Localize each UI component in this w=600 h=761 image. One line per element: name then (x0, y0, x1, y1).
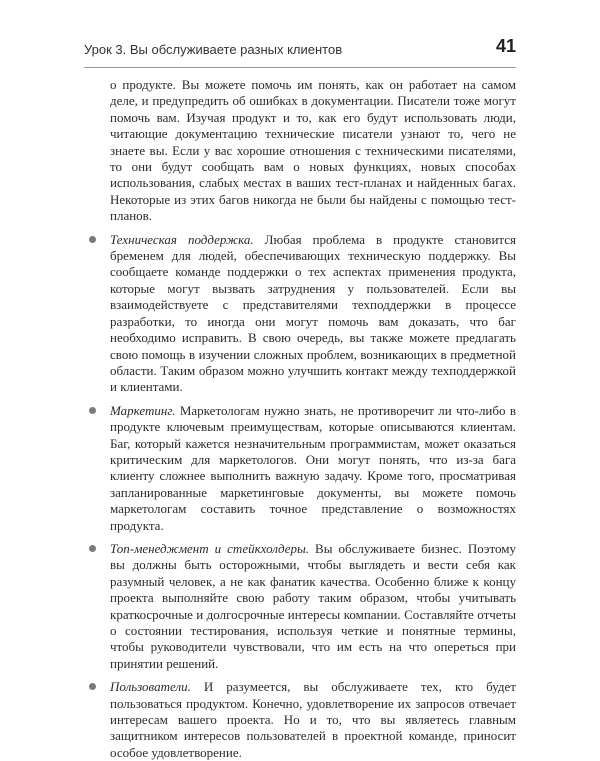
list-item-body: Вы обслуживаете бизнес. Поэтому вы должны быть осторожными, чтобы выглядеть и вести себя как разумный человек, а не как фанатик качества. Особенно ближе к концу проекта выполняйте свою работу таким образом, чтобы учитывать краткосрочные и долгосрочные интересы компании. Составляйте отчеты о состоянии тестирования, используя четкие и понятные термины, чтобы руководители чувствовали, что им есть на что опереться при принятии решений. (110, 540, 516, 671)
header-rule (84, 67, 516, 68)
bullet-icon (89, 236, 96, 243)
intro-paragraph: о продукте. Вы можете помочь им понять, как он работает на самом деле, и предупредить об ошибках в документации. Писатели тоже могут помочь вам. Изучая продукт и то, как его будут использовать люди, читающие документацию технические писатели узнают то, чего не знаете вы. Если у вас хорошие отношения с техническими писателями, то они будут сообщать вам о новых функциях, новых способах использования, слабых местах в ваших тест-планах и найденных багах. Некоторые из этих багов никогда не были бы найдены с помощью тест-планов. (110, 77, 516, 224)
list-item (110, 541, 516, 672)
list-item-term: Пользователи. (110, 679, 191, 695)
bullet-icon (89, 407, 96, 414)
list-item-term: Топ-менеджмент и стейкхолдеры. (110, 540, 310, 556)
list-item (110, 232, 516, 396)
list-item-body: И разумеется, вы обслуживаете тех, кто будет пользоваться продуктом. Конечно, удовлетворение их запросов отвечает интересам вашего проекта. Но и то, что вы являетесь главным защитником интересов пользователей в проектной команде, приносит особое удовлетворение. (110, 679, 516, 760)
list-item-text (110, 679, 516, 761)
page-body (110, 77, 516, 761)
page-header (84, 38, 516, 62)
list-item (110, 679, 516, 761)
list-item-term: Маркетинг. (110, 402, 176, 418)
list-item-term: Техническая поддержка. (110, 231, 254, 247)
list-item-body: Маркетологам нужно знать, не противоречит ли что-либо в продукте ключевым преимуществам, которые описываются клиентам. Баг, который кажется незначительным программистам, может оказаться критическим для маркетологов. Они могут понять, что из-за бага клиенту сложнее выполнить важную задачу. Кроме того, просматривая запланированные маркетинговые документы, вы можете помочь маркетологам составить точное представление о возможностях продукта. (110, 402, 516, 533)
bullet-icon (89, 545, 96, 552)
list-item-text (110, 541, 516, 672)
list-item-body: Любая проблема в продукте становится бременем для людей, обеспечивающих техническую поддержку. Вы сообщаете команде поддержки о тех аспектах применения продукта, которые могут вызвать затруднения у пользователей. Если вы взаимодействуете с представителями техподдержки в процессе разработки, то иногда они могут помочь вам доказать, что баг необходимо исправить. В свою очередь, вы также можете предлагать свою помощь в изучении сложных проблем, возникающих в предметной области. Таким образом можно улучшить контакт между техподдержкой и клиентами. (110, 231, 516, 395)
running-header-title: Урок 3. Вы обслуживаете разных клиентов (84, 42, 343, 57)
list-item-text (110, 232, 516, 396)
bullet-icon (89, 683, 96, 690)
list-item-text (110, 403, 516, 534)
page-number: 41 (495, 36, 516, 56)
list-item (110, 403, 516, 534)
